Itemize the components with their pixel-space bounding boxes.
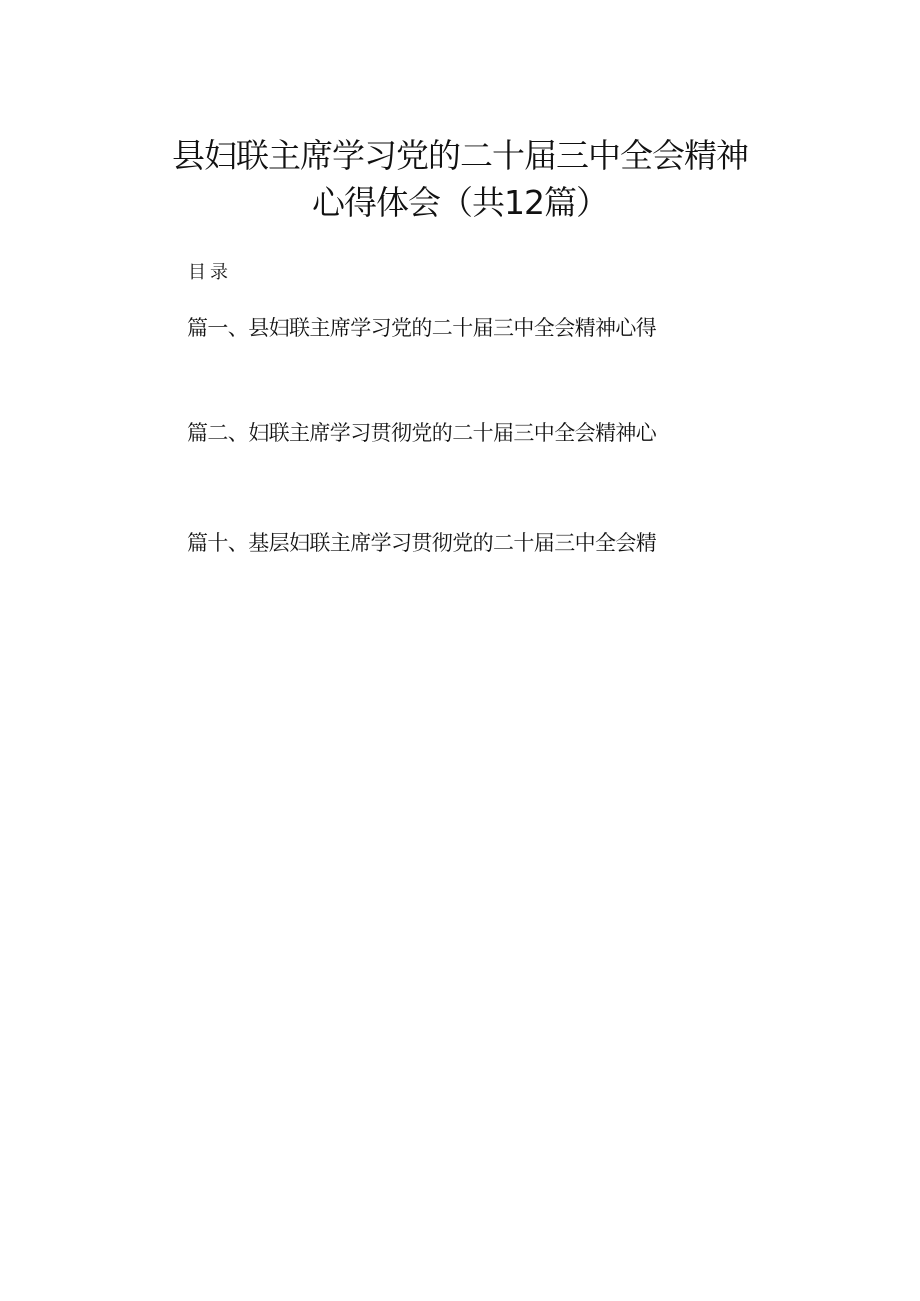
document-title-line-2: 心得体会（共12篇） [312, 183, 608, 222]
toc-heading: 目录 [188, 262, 232, 283]
document-title-line-1: 县妇联主席学习党的二十届三中全会精神 [172, 136, 748, 175]
toc-item[interactable]: 篇一、县妇联主席学习党的二十届三中全会精神心得 [187, 316, 657, 340]
toc-item[interactable]: 篇十、基层妇联主席学习贯彻党的二十届三中全会精 [187, 531, 657, 555]
toc-item[interactable]: 篇二、妇联主席学习贯彻党的二十届三中全会精神心 [187, 421, 657, 445]
